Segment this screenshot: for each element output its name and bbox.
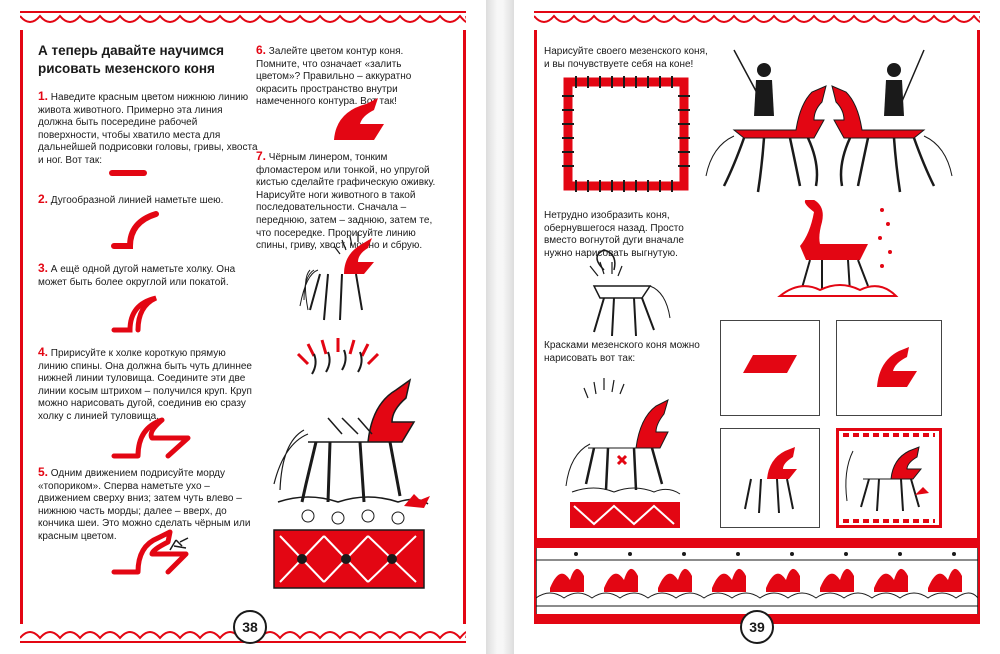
step-number: 5. [38, 465, 49, 479]
step-text: Пририсуйте к холке короткую прямую линию спины. Она должна быть чуть длиннее нижней линии туловища. Соедините эти две линии косым штрихом – получился круп. Круп можно нарисовать дугой, соединив ею сразу холку с линией туловища. [38, 348, 252, 422]
step-text: А ещё одной дугой наметьте холку. Она может быть более округлой или покатой. [38, 264, 236, 288]
step-number: 2. [38, 192, 49, 206]
paint-text: Красками мезенского коня можно нарисовать вот так: [544, 340, 700, 364]
step-text: Наведите красным цветом нижнюю линию живота животного. Примерно эта линия должна быть посередине рабочей поверхности, чтобы хватило места для дальнейшей подрисовки головы, гривы, хвоста и ног. Вот так: [38, 92, 258, 166]
right-border [977, 30, 980, 624]
book-gutter [486, 0, 514, 654]
belly-line-figure [108, 166, 148, 180]
step-2 [38, 193, 258, 208]
panel-4 [836, 428, 942, 528]
left-border [20, 30, 23, 624]
finished-horse-shape [839, 431, 939, 525]
intro-text: Нарисуйте своего мезенского коня, и вы почувствуете себя на коне! [544, 46, 708, 70]
right-border [463, 30, 466, 624]
decorated-horse-illustration [268, 334, 458, 596]
horse-outline-shape [837, 321, 941, 415]
drawing-frame-illustration [560, 76, 692, 194]
right-page [514, 0, 1000, 654]
panel-1 [720, 320, 820, 416]
neck-arc-figure [108, 208, 164, 252]
page-number: 39 [740, 610, 774, 644]
step-text: Одним движением подрисуйте морду «топориком». Сперва наметьте ухо – движением сверху вниз; затем чуть влево – нижнюю часть морды; далее – вверх, до кончика шеи. Это можно сделать чёрным или красным цветом. [38, 468, 251, 542]
painted-horse-illustration [564, 374, 684, 534]
page-heading: А теперь давайте научимся рисовать мезенского коня [38, 43, 224, 76]
step-text: Чёрным линером, тонким фломастером или тонкой, но упругой кистью сделайте графическую оживку. Нарисуйте ноги животного в такой последовательности. Сначала – переднюю, затем – заднюю, затем те, что посередке. Прорисуйте линию спины, гриву, хвост, можно и сбрую. [256, 152, 436, 252]
turned-horse-sketch [574, 246, 674, 342]
horse-with-legs-shape [721, 429, 819, 527]
step-1 [38, 90, 258, 168]
step-3 [38, 262, 258, 289]
top-ornament [534, 8, 980, 30]
step-number: 6. [256, 43, 267, 57]
step-number: 3. [38, 261, 49, 275]
riders-illustration [704, 46, 954, 196]
outlined-horse-figure [296, 230, 386, 326]
left-page [0, 0, 486, 654]
withers-arc-figure [108, 288, 188, 336]
step-text: Дугообразной линией наметьте шею. [50, 195, 224, 206]
step-number: 7. [256, 149, 267, 163]
turned-horse-text: Нетрудно изобразить коня, обернувшегося назад. Просто вместо вогнутой дуги вначале нужно нарисовать выгнутую. [544, 210, 684, 259]
turned-horse-illustration [770, 200, 900, 304]
step-number: 4. [38, 345, 49, 359]
panel-3 [720, 428, 820, 528]
parallelogram-shape [721, 321, 819, 415]
muzzle-stroke-icon [166, 536, 192, 554]
panel-2 [836, 320, 942, 416]
step-text: Залейте цветом контур коня. Помните, что означает «залить цветом»? Правильно – аккуратно окрасить пространство внутри намеченного контура. Вот так! [256, 46, 412, 108]
page-number: 38 [233, 610, 267, 644]
step-number: 1. [38, 89, 49, 103]
back-line-figure [108, 410, 198, 462]
top-ornament [20, 8, 466, 30]
filled-horse-figure [304, 98, 388, 146]
left-border [534, 30, 537, 624]
